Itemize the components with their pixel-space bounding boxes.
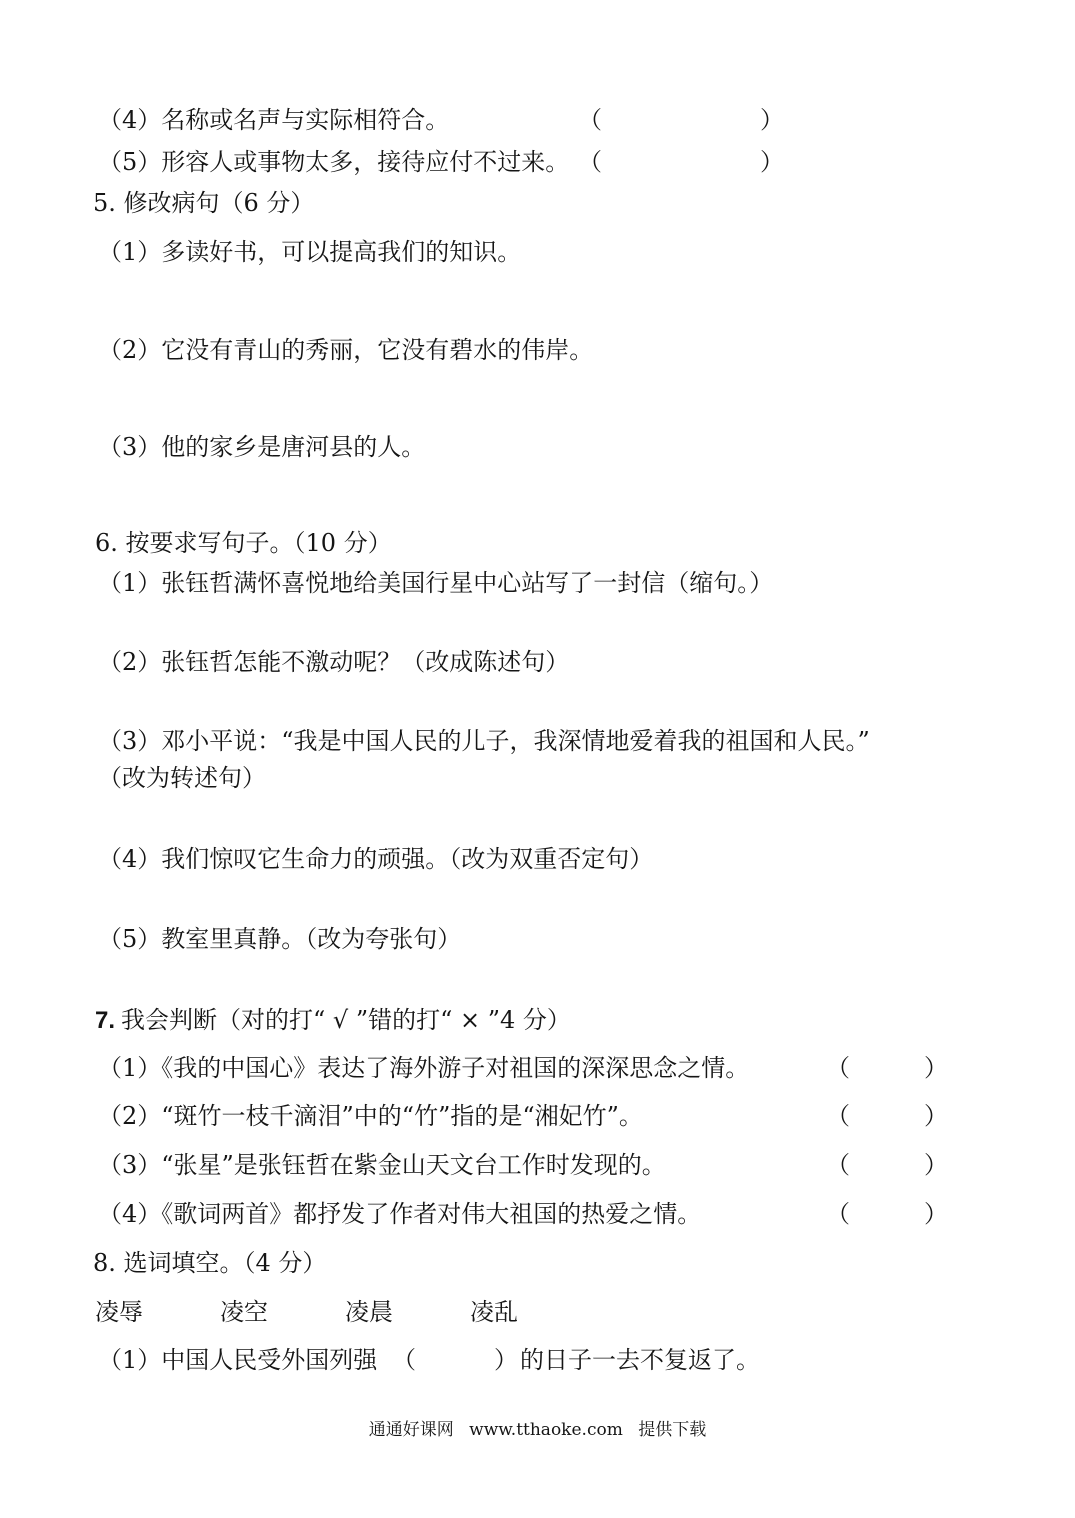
q4-item-4-answer-close: ）	[760, 106, 784, 134]
q8-item-1-answer-close: ）	[494, 1346, 518, 1374]
q4-item-5-answer-open: （	[578, 148, 602, 176]
q8-title: 8. 选词填空。（4 分）	[93, 1249, 327, 1277]
q7-item-1-answer-close: ）	[924, 1054, 948, 1082]
q7-item-1: （1）《我的中国心》表达了海外游子对祖国的深深思念之情。	[98, 1054, 750, 1082]
q6-item-4: （4）我们惊叹它生命力的顽强。（改为双重否定句）	[98, 845, 654, 873]
q7-number: 7.	[95, 1007, 116, 1034]
q6-item-2: （2）张钰哲怎能不激动呢？（改成陈述句）	[98, 648, 570, 676]
q7-item-4-answer-close: ）	[924, 1200, 948, 1228]
q7-item-3-answer-open: （	[826, 1151, 850, 1179]
q6-item-3: （3）邓小平说：“我是中国人民的儿子，我深情地爱着我的祖国和人民。”	[98, 727, 870, 755]
q6-item-1: （1）张钰哲满怀喜悦地给美国行星中心站写了一封信（缩句。）	[98, 569, 774, 597]
q8-word-4: 凌乱	[470, 1298, 518, 1326]
q7-title: 我会判断（对的打“ √ ”错的打“ × ”4 分）	[121, 1006, 571, 1034]
q7-heading	[95, 1005, 571, 1036]
q4-item-4: （4）名称或名声与实际相符合。	[98, 106, 450, 134]
q8-item-1-answer-open: （	[392, 1346, 416, 1374]
q7-item-2-answer-close: ）	[924, 1102, 948, 1130]
q7-item-2: （2）“斑竹一枝千滴泪”中的“竹”指的是“湘妃竹”。	[98, 1102, 643, 1130]
q7-item-3: （3）“张星”是张钰哲在紫金山天文台工作时发现的。	[98, 1151, 666, 1179]
q5-item-1: （1）多读好书，可以提高我们的知识。	[98, 238, 522, 266]
q4-item-5-answer-close: ）	[760, 148, 784, 176]
q6-item-5: （5）教室里真静。（改为夸张句）	[98, 925, 462, 953]
q7-item-2-answer-open: （	[826, 1102, 850, 1130]
q8-item-1-suffix: 的日子一去不复返了。	[520, 1346, 760, 1374]
q5-title: 5. 修改病句（6 分）	[93, 189, 315, 217]
q5-item-3: （3）他的家乡是唐河县的人。	[98, 433, 426, 461]
footer-site-name: 通通好课网	[368, 1420, 454, 1440]
q7-item-4: （4）《歌词两首》都抒发了作者对伟大祖国的热爱之情。	[98, 1200, 702, 1228]
q4-item-4-answer-open: （	[578, 106, 602, 134]
q6-item-3-instruction: （改为转述句）	[98, 764, 266, 792]
q6-title: 6. 按要求写句子。（10 分）	[95, 529, 392, 557]
footer-url: www.tthaoke.com	[469, 1420, 623, 1440]
q5-item-2: （2）它没有青山的秀丽，它没有碧水的伟岸。	[98, 336, 594, 364]
q4-item-5: （5）形容人或事物太多，接待应付不过来。	[98, 148, 570, 176]
q8-item-1-prefix: （1）中国人民受外国列强	[98, 1346, 378, 1374]
q7-item-1-answer-open: （	[826, 1054, 850, 1082]
footer-action: 提供下载	[638, 1420, 707, 1440]
q8-word-2: 凌空	[220, 1298, 268, 1326]
q8-word-3: 凌晨	[345, 1298, 393, 1326]
q7-item-3-answer-close: ）	[924, 1151, 948, 1179]
q7-item-4-answer-open: （	[826, 1200, 850, 1228]
q8-word-1: 凌辱	[95, 1298, 143, 1326]
page-footer	[0, 1419, 1075, 1441]
